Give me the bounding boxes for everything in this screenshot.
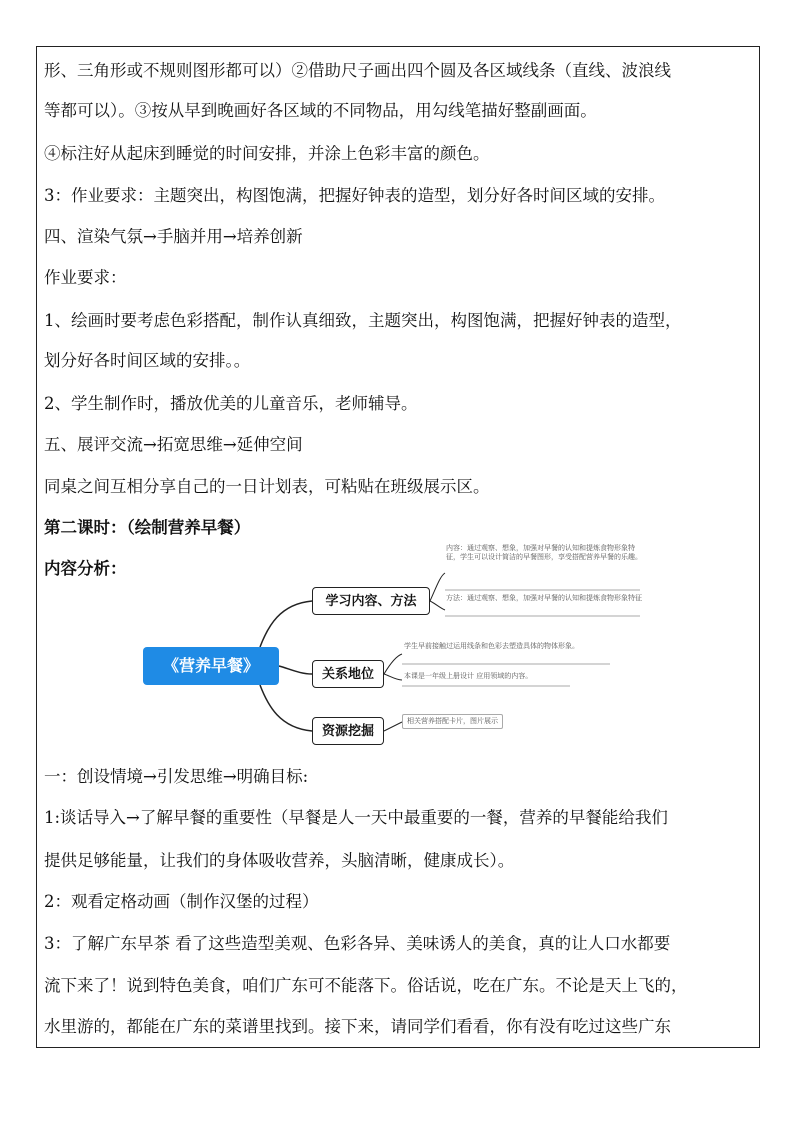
section-heading: 五、展评交流→拓宽思维→延伸空间: [44, 435, 303, 454]
section-heading: 一：创设情境→引发思维→明确目标:: [44, 767, 309, 786]
text-line: ④标注好从起床到睡觉的时间安排，并涂上色彩丰富的颜色。: [44, 144, 490, 163]
mindmap-root: 《营养早餐》: [143, 647, 279, 685]
mindmap-branch: 关系地位: [312, 660, 384, 688]
content-analysis-heading: 内容分析：: [44, 559, 127, 578]
mindmap-leaf: 相关营养搭配卡片，图片展示: [402, 714, 503, 729]
text-line: 1:谈话导入→了解早餐的重要性（早餐是人一天中最重要的一餐，营养的早餐能给我们: [44, 808, 668, 827]
mindmap-branch: 学习内容、方法: [312, 587, 430, 615]
text-line: 提供足够能量，让我们的身体吸收营养，头脑清晰，健康成长）。: [44, 851, 515, 870]
text-line: 1、绘画时要考虑色彩搭配，制作认真细致，主题突出，构图饱满，把握好钟表的造型，: [44, 311, 682, 330]
mindmap-branch: 资源挖掘: [312, 717, 384, 745]
section-heading: 四、渲染气氛→手脑并用→培养创新: [44, 227, 303, 246]
text-line: 作业要求：: [44, 268, 127, 287]
mindmap-leaf: 本课是一年级上册设计 应用领域的内容。: [404, 672, 533, 680]
mindmap-leaf: 方法：通过观察、想象，加强对早餐的认知和提炼食物形象特征: [446, 594, 642, 602]
text-line: 2、学生制作时，播放优美的儿童音乐，老师辅导。: [44, 394, 418, 413]
mindmap: [140, 546, 650, 746]
text-line: 同桌之间互相分享自己的一日计划表，可粘贴在班级展示区。: [44, 477, 490, 496]
mindmap-leaf: 学生早前接触过运用线条和色彩去塑造具体的物体形象。: [404, 642, 579, 650]
text-line: 水里游的，都能在广东的菜谱里找到。接下来，请同学们看看，你有没有吃过这些广东: [44, 1017, 671, 1036]
text-line: 划分好各时间区域的安排。。: [44, 351, 251, 370]
text-line: 形、三角形或不规则图形都可以）②借助尺子画出四个圆及各区域线条（直线、波浪线: [44, 61, 671, 80]
text-line: 等都可以）。③按从早到晚画好各区域的不同物品，用勾线笔描好整副画面。: [44, 101, 597, 120]
text-line: 2：观看定格动画（制作汉堡的过程）: [44, 892, 319, 911]
mindmap-leaf: 内容：通过观察、想象，加强对早餐的认知和提炼食物形象特征，学生可以设计简洁的早餐图形，享受搭配营养早餐的乐趣。: [446, 544, 642, 561]
text-line: 3：了解广东早茶 看了这些造型美观、色彩各异、美味诱人的美食，真的让人口水都要: [44, 934, 671, 953]
lesson-heading: 第二课时：（绘制营养早餐）: [44, 518, 251, 537]
text-line: 3：作业要求：主题突出，构图饱满，把握好钟表的造型，划分好各时间区域的安排。: [44, 186, 665, 205]
text-line: 流下来了！说到特色美食，咱们广东可不能落下。俗话说，吃在广东。不论是天上飞的，: [44, 976, 688, 995]
